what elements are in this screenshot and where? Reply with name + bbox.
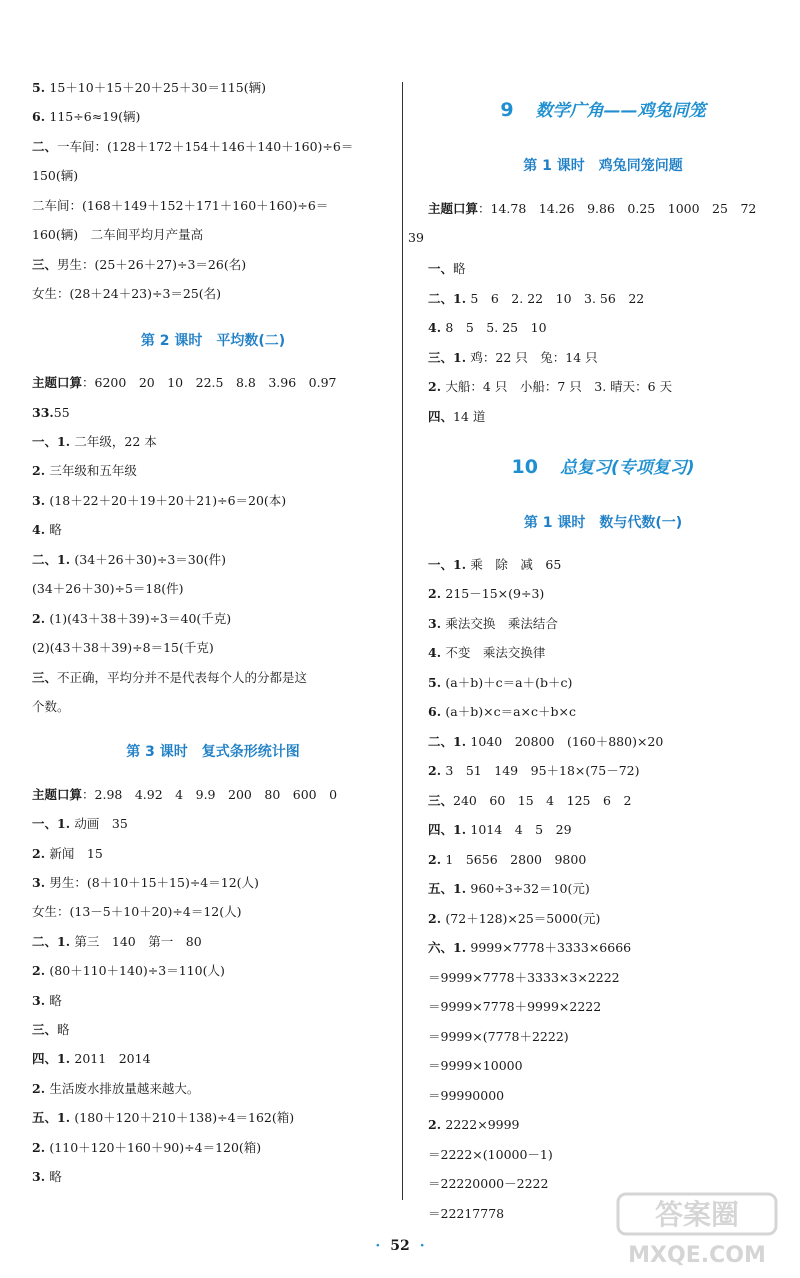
answer-line: 主题口算：2.98 4.92 4 9.9 200 80 600 0	[32, 787, 338, 802]
answer-line: 五、1. (180＋120＋210＋138)÷4＝162(箱)	[32, 1110, 295, 1125]
answer-line: 3. 略	[32, 1169, 62, 1184]
answer-line: 一、略	[428, 261, 466, 276]
answer-line: 4. 8 5 5. 25 10	[428, 320, 547, 335]
answer-line: 二、1. 第三 140 第一 80	[32, 934, 202, 949]
answer-line: ＝9999×7778＋3333×3×2222	[428, 970, 620, 985]
answer-line: 4. 不变 乘法交换律	[428, 645, 546, 660]
answer-line: 3. (18＋22＋20＋19＋20＋21)÷6＝20(本)	[32, 493, 287, 508]
answer-line: ＝22217778	[428, 1206, 505, 1221]
answer-line: 2. 3 51 149 95＋18×(75－72)	[428, 763, 640, 778]
answer-line: 2. (72＋128)×25＝5000(元)	[428, 911, 601, 926]
answer-line: ＝2222×(10000－1)	[428, 1147, 553, 1162]
answer-line: 3. 乘法交换 乘法结合	[428, 616, 558, 631]
answer-line: 5. (a＋b)＋c＝a＋(b＋c)	[428, 675, 573, 690]
answer-line: 6. (a＋b)×c＝a×c＋b×c	[428, 704, 576, 719]
answer-line: ＝9999×7778＋9999×2222	[428, 999, 602, 1014]
answer-line: 五、1. 960÷3÷32＝10(元)	[428, 881, 590, 896]
answer-line: 2. (1)(43＋38＋39)÷3＝40(千克)	[32, 611, 232, 626]
answer-line: 个数。	[32, 699, 70, 714]
column-divider	[402, 82, 403, 1200]
answer-line: ＝99990000	[428, 1088, 505, 1103]
answer-line: 2. 215－15×(9÷3)	[428, 586, 545, 601]
answer-line: 160(辆) 二车间平均月产量高	[32, 227, 204, 242]
answer-line: 女生：(28＋24＋23)÷3＝25(名)	[32, 286, 222, 301]
answer-line: 3. 略	[32, 993, 62, 1008]
chapter-number: 9	[500, 99, 514, 121]
answer-line: 4. 略	[32, 522, 62, 537]
answer-line: 三、男生：(25＋26＋27)÷3＝26(名)	[32, 257, 247, 272]
answer-line: 一、1. 二年级，22 本	[32, 434, 157, 449]
answer-line: 主题口算：14.78 14.26 9.86 0.25 1000 25 72	[428, 201, 757, 216]
answer-line: 四、14 道	[428, 409, 486, 424]
answer-line: 二、一车间：(128＋172＋154＋146＋140＋160)÷6＝	[32, 139, 354, 154]
answer-line: 三、不正确，平均分并不是代表每个人的分都是这	[32, 670, 308, 685]
answer-line: 2. 2222×9999	[428, 1117, 520, 1132]
chapter-title	[428, 96, 778, 121]
page-number-value: 52	[390, 1238, 410, 1254]
answer-line: ＝9999×10000	[428, 1058, 523, 1073]
answer-line: 2. (110＋120＋160＋90)÷4＝120(箱)	[32, 1140, 262, 1155]
answer-line: (34＋26＋30)÷5＝18(件)	[32, 581, 184, 596]
lesson-heading: 第 1 课时 数与代数(一)	[523, 515, 683, 531]
svg-text:MXQE.COM: MXQE.COM	[628, 1243, 766, 1268]
lesson-heading: 第 3 课时 复式条形统计图	[126, 744, 300, 760]
lesson-heading: 第 1 课时 鸡兔同笼问题	[523, 158, 683, 174]
answer-line: 主题口算：6200 20 10 22.5 8.8 3.96 0.97	[32, 375, 337, 390]
answer-line: 三、240 60 15 4 125 6 2	[428, 793, 632, 808]
answer-line: 二、1. 5 6 2. 22 10 3. 56 22	[428, 291, 645, 306]
answer-line: 6. 115÷6≈19(辆)	[32, 109, 141, 124]
page-number: · 52 ·	[375, 1238, 425, 1254]
answer-line: ＝22220000－2222	[428, 1176, 549, 1191]
watermark-logo	[612, 1190, 782, 1270]
chapter-name: 总复习(专项复习)	[559, 458, 695, 478]
answer-line: 2. 新闻 15	[32, 846, 103, 861]
answer-line: 二车间：(168＋149＋152＋171＋160＋160)÷6＝	[32, 198, 329, 213]
answer-line: 三、略	[32, 1022, 70, 1037]
answer-line: 六、1. 9999×7778＋3333×6666	[428, 940, 632, 955]
answer-line: 二、1. (34＋26＋30)÷3＝30(件)	[32, 552, 226, 567]
answer-line: 5. 15＋10＋15＋20＋25＋30＝115(辆)	[32, 80, 266, 95]
answer-line: 四、1. 1014 4 5 29	[428, 822, 572, 837]
answer-line: 2. (80＋110＋140)÷3＝110(人)	[32, 963, 225, 978]
chapter-number: 10	[511, 456, 538, 478]
answer-line: (2)(43＋38＋39)÷8＝15(千克)	[32, 640, 214, 655]
answer-line: 二、1. 1040 20800 (160＋880)×20	[428, 734, 664, 749]
svg-text:答案圈: 答案圈	[654, 1198, 740, 1231]
answer-line: 150(辆)	[32, 168, 79, 183]
answer-line: 女生：(13－5＋10＋20)÷4＝12(人)	[32, 904, 242, 919]
answer-line: 2. 三年级和五年级	[32, 463, 137, 478]
answer-line: 一、1. 动画 35	[32, 816, 128, 831]
answer-line: 3. 男生：(8＋10＋15＋15)÷4＝12(人)	[32, 875, 259, 890]
answer-line: 39	[408, 230, 424, 245]
answer-line: 2. 大船：4 只 小船：7 只 3. 晴天：6 天	[428, 379, 673, 394]
answer-line: ＝9999×(7778＋2222)	[428, 1029, 569, 1044]
chapter-name: 数学广角——鸡兔同笼	[535, 101, 706, 121]
answer-line: 2. 1 5656 2800 9800	[428, 852, 587, 867]
answer-line: 2. 生活废水排放量越来越大。	[32, 1081, 200, 1096]
answer-line: 一、1. 乘 除 减 65	[428, 557, 562, 572]
answer-line: 四、1. 2011 2014	[32, 1051, 151, 1066]
answer-line: 三、1. 鸡：22 只 兔：14 只	[428, 350, 598, 365]
lesson-heading: 第 2 课时 平均数(二)	[140, 333, 286, 349]
chapter-title	[428, 453, 778, 478]
answer-line: 33.55	[32, 405, 70, 420]
